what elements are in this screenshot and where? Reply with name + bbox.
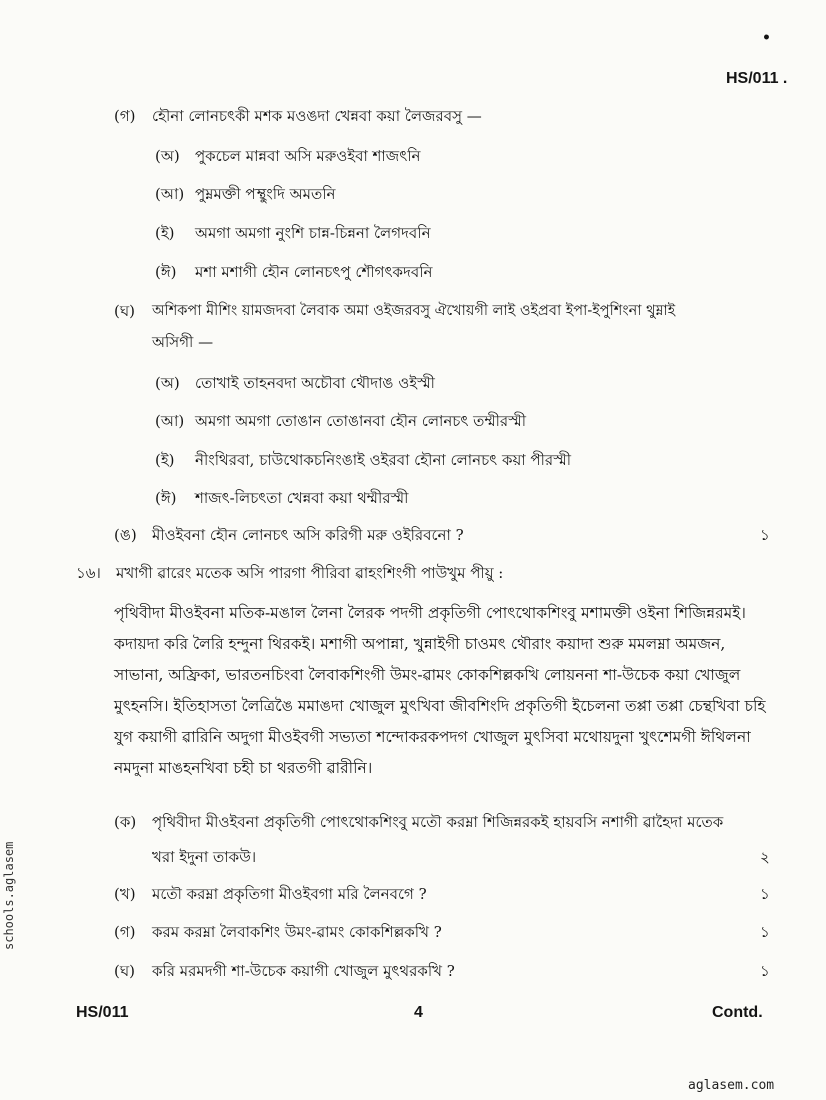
q16-ga-text: করম করম্না লৈবাকশিং উমং-ৱামং কোকশিল্লকখি ? — [152, 923, 442, 941]
contd-label: Contd. — [712, 1004, 763, 1021]
q15-gha-opt-ii-label: (ঈ) — [155, 489, 177, 507]
side-watermark: schools.aglasem — [2, 841, 16, 950]
q15-ga-opt-a-label: (অ) — [155, 147, 180, 165]
passage-line: মুৎহনসি। ইতিহাসতা লৈত্রিঙৈ মমাঙদা খোজুল মুৎখিবা জীবশিংদি প্রকৃতিগী ইচেলনা তপ্পা তপ্পা চেন্থখিবা চহি — [114, 697, 766, 715]
paper-code-bottom: HS/011 — [76, 1004, 129, 1021]
passage-line: সাভানা, অফ্রিকা, ভারতনচিংবা লৈবাকশিংগী উমং-ৱামং কোকশিল্লকখি লোয়ননা শা-উচেক কয়া খোজুল — [114, 666, 741, 684]
q15-gha-opt-i-label: (ই) — [155, 451, 175, 469]
q15-gha-opt-ii-text: শাজৎ-লিচৎতা খেন্নবা কয়া থম্মীরস্মী — [195, 489, 409, 507]
q15-ga-opt-aa-label: (আ) — [155, 185, 185, 203]
q15-gha-opt-a-text: তোখাই তাহনবদা অচৌবা থৌদাঙ ওইস্মী — [195, 374, 435, 392]
q15-uma-mark: ১ — [760, 526, 770, 544]
q15-gha-opt-aa-text: অমগা অমগা তোঙান তোঙানবা হৌন লোনচৎ তম্মীরস্মী — [195, 412, 527, 430]
paper-code-top: HS/011 . — [726, 70, 788, 87]
q15-ga-opt-a-text: পুকচেল মান্নবা অসি মরুওইবা শাজৎনি — [195, 147, 421, 165]
q15-gha-opt-a-label: (অ) — [155, 374, 180, 392]
q16-ka-label: (ক) — [114, 813, 137, 831]
q16-gha-mark: ১ — [760, 962, 770, 980]
q15-uma-text: মীওইবনা হৌন লোনচৎ অসি করিগী মরু ওইরিবনো ? — [152, 526, 464, 544]
page-number: 4 — [414, 1004, 423, 1021]
q15-ga-opt-ii-label: (ঈ) — [155, 263, 177, 281]
q16-ga-label: (গ) — [114, 923, 136, 941]
q16-kha-label: (খ) — [114, 885, 136, 903]
q16-kha-text: মতৌ করম্না প্রকৃতিগা মীওইবগা মরি লৈনবগে ? — [152, 885, 427, 903]
passage-line: কদায়দা করি লৈরি হন্দুনা থিরকই। মশাগী অপান্না, খুন্নাইগী চাওমৎ থৌরাং কয়াদা শুরু মমলম্না অমজন, — [114, 635, 726, 653]
q15-uma-label: (ঙ) — [114, 526, 137, 544]
q15-ga-opt-aa-text: পুম্নমক্তী পম্থুংদি অমতনি — [195, 185, 336, 203]
q15-ga-opt-i-text: অমগা অমগা নুংশি চান্ন-চিন্ননা লৈগদবনি — [195, 224, 431, 242]
q15-gha-opt-i-text: নীংথিরবা, চাউথোকচনিংঙাই ওইরবা হৌনা লোনচৎ কয়া পীরস্মী — [195, 451, 572, 469]
q15-ga-opt-i-label: (ই) — [155, 224, 175, 242]
q15-gha-text-line1: অশিকপা মীশিং য়ামজদবা লৈবাক অমা ওইজরবসু ঐখোয়গী লাই ওইপ্রবা ইপা-ইপুশিংনা থুম্নাই — [152, 303, 676, 319]
q16-gha-label: (ঘ) — [114, 962, 135, 980]
q15-gha-label: (ঘ) — [114, 302, 135, 320]
q16-passage — [114, 598, 784, 784]
q15-ga-label: (গ) — [114, 107, 136, 125]
q15-ga-text: হৌনা লোনচৎকী মশক মওঙদা খেন্নবা কয়া লৈজরবসু — — [152, 107, 482, 125]
q16-ka-mark: ২ — [760, 848, 770, 866]
site-watermark: aglasem.com — [688, 1078, 775, 1093]
q16-ga-mark: ১ — [760, 923, 770, 941]
q15-gha-text-line2: অসিগী — — [152, 333, 214, 351]
q16-number: ১৬। — [76, 564, 101, 582]
q16-heading: মখাগী ৱারেং মতেক অসি পারগা পীরিবা ৱাহংশিংগী পাউখুম পীয়ু : — [116, 564, 504, 582]
passage-line: নমদুনা মাঙহনখিবা চহী চা থরতগী ৱারীনি। — [114, 759, 373, 777]
q15-gha-opt-aa-label: (আ) — [155, 412, 185, 430]
q15-ga-opt-ii-text: মশা মশাগী হৌন লোনচৎপু শৌগৎকদবনি — [195, 263, 433, 281]
q16-kha-mark: ১ — [760, 885, 770, 903]
q16-ka-text-line1: পৃথিবীদা মীওইবনা প্রকৃতিগী পোৎথোকশিংবু মতৌ করম্না শিজিন্নরকই হায়বসি নশাগী ৱাহৈদা মতেক — [152, 813, 724, 831]
q16-gha-text: করি মরমদগী শা-উচেক কয়াগী খোজুল মুৎথরকখি ? — [152, 962, 455, 980]
q16-ka-text-line2: খরা ইদুনা তাকউ। — [152, 848, 257, 866]
top-dot: • — [762, 30, 771, 46]
passage-line: পৃথিবীদা মীওইবনা মতিক-মঙাল লৈনা লৈরক পদগী প্রকৃতিগী পোৎথোকশিংবু মশামক্তী ওইনা শিজিন্নরমই। — [114, 604, 746, 622]
passage-line: যুগ কয়াগী ৱারিনি অদুগা মীওইবগী সভ্যতা শন্দোকরকপদগ খোজুল মুৎসিবা মথোয়দুনা খুৎশেমগী ঈথিলনা — [114, 728, 751, 746]
